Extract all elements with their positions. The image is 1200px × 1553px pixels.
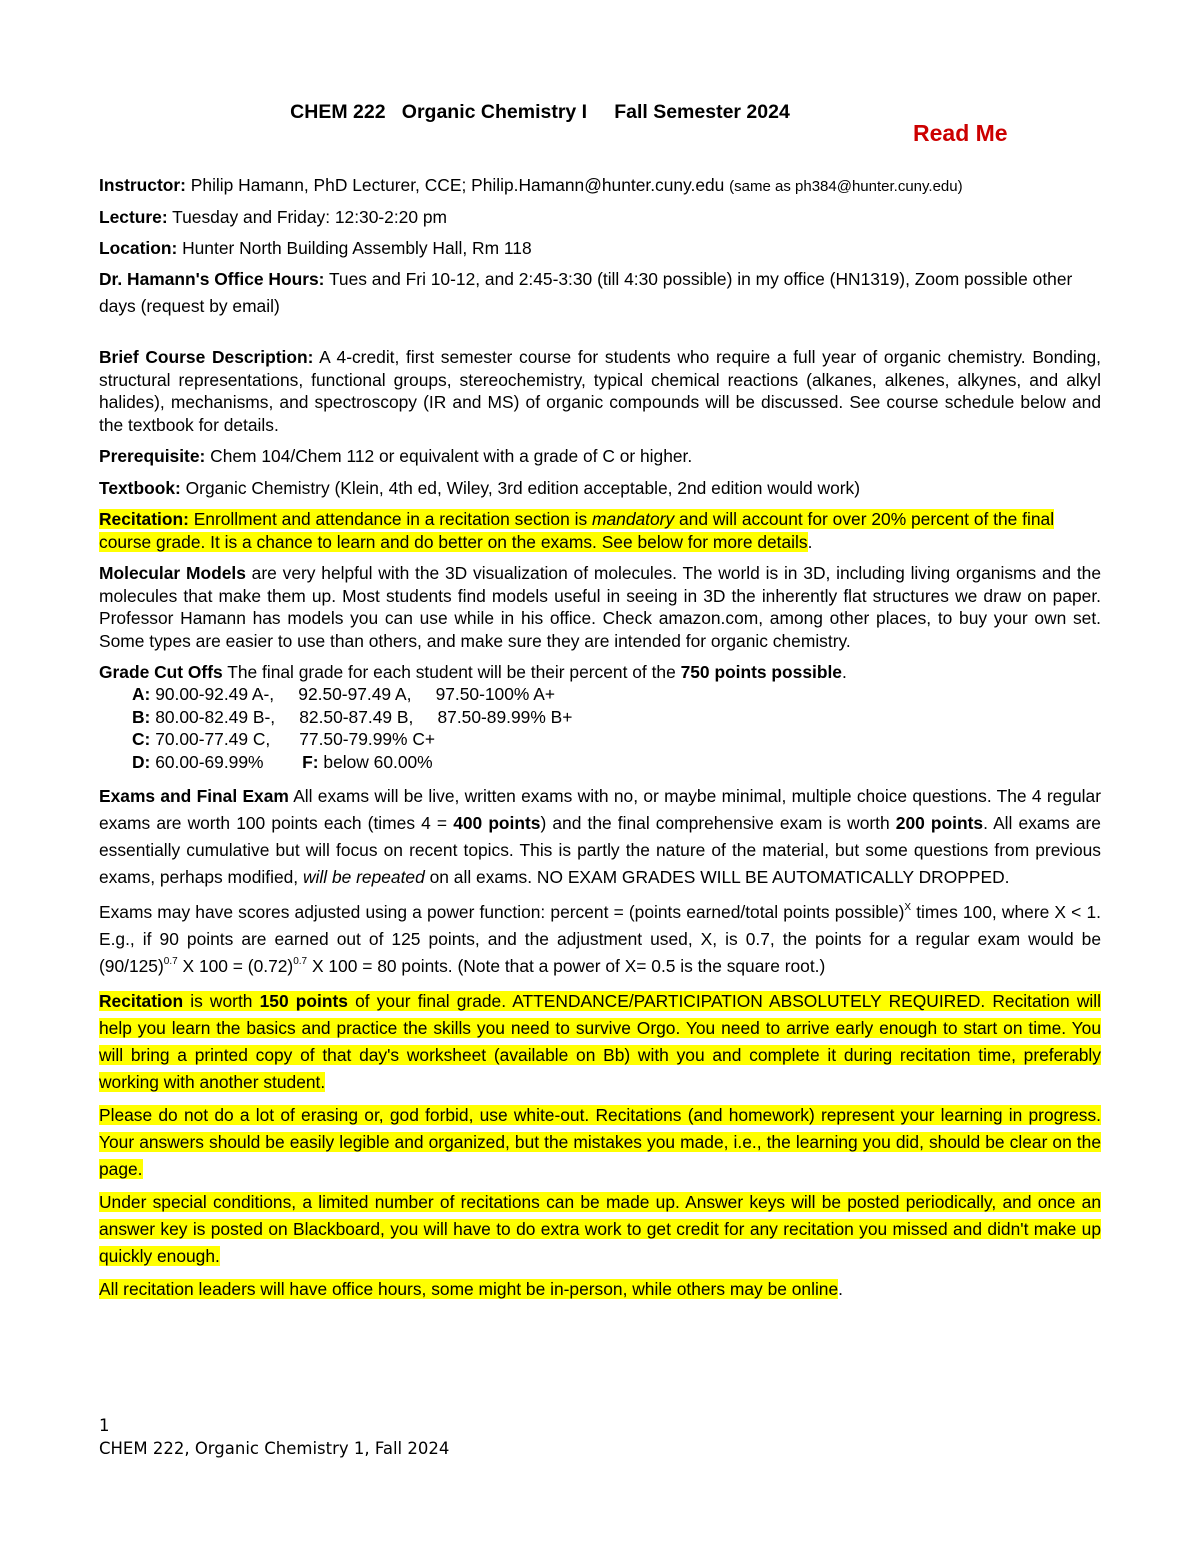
grade-range-b: 80.00-82.49 B-, 82.50-87.49 B, 87.50-89.99% B+ bbox=[150, 706, 573, 727]
exams-text-b: ) and the final comprehensive exam is worth bbox=[540, 813, 896, 833]
score-adjustment-paragraph bbox=[99, 899, 1101, 980]
adjust-text-d: X 100 = 80 points. (Note that a power of X= 0.5 is the square root.) bbox=[307, 956, 826, 976]
instructor-text: Philip Hamann, PhD Lecturer, CCE; Philip.Hamann@hunter.cuny.edu bbox=[185, 175, 730, 195]
makeup-text: Under special conditions, a limited number of recitations can be made up. Answer keys will be posted periodically, and once an answer key is posted on Blackboard, you will have to do extra work to get credit for any recitation you missed and didn't make up quickly enough. bbox=[99, 1192, 1101, 1266]
recitation-worth-text-b: of your final grade. ATTENDANCE/PARTICIPATION ABSOLUTELY REQUIRED. Recitation will help you learn the basics and practice the skills you need to survive Orgo. You need to arrive early enough to start on time. You will bring a printed copy of that day's worksheet (available on Bb) with you and complete it during recitation time, preferably working with another student. bbox=[99, 991, 1101, 1092]
instructor-email-note: (same as ph384@hunter.cuny.edu) bbox=[729, 178, 963, 195]
prerequisite-line bbox=[99, 445, 1101, 468]
grade-range-c: 70.00-77.49 C, 77.50-79.99% C+ bbox=[150, 729, 436, 749]
erasing-text: Please do not do a lot of erasing or, god forbid, use white-out. Recitations (and homework) represent your learning in progress. Your answers should be easily legible and organized, but the mistakes you made, i.e., the learning you did, should be clear on the page. bbox=[99, 1105, 1101, 1179]
leaders-period: . bbox=[838, 1279, 843, 1299]
grade-cutoffs-intro bbox=[99, 661, 1101, 683]
recitation-paragraph bbox=[99, 508, 1101, 553]
location-line bbox=[99, 235, 1101, 262]
office-hours-leaders-paragraph bbox=[99, 1276, 1101, 1303]
lecture-line bbox=[99, 204, 1101, 231]
grade-range-f: below 60.00% bbox=[318, 751, 433, 772]
recitation-worth-highlight bbox=[99, 991, 1101, 1092]
recitation-worth-label: Recitation bbox=[99, 991, 184, 1011]
course-description-text: A 4-credit, first semester course for students who require a full year of organic chemistry. Bonding, structural representations, functional groups, stereochemistry, typical chemical reactions (alkanes, alkenes, alkynes, and alkyl halides), mechanisms, and spectroscopy (IR and MS) of organic compounds will be discussed. See course schedule below and the textbook for details. bbox=[99, 347, 1101, 435]
leaders-text: All recitation leaders will have office hours, some might be in-person, while others may be online bbox=[99, 1279, 839, 1299]
read-me-heading: Read Me bbox=[913, 120, 1008, 146]
textbook-label: Textbook: bbox=[99, 477, 181, 498]
syllabus-body bbox=[99, 172, 1101, 1307]
recitation-mandatory: mandatory bbox=[591, 509, 675, 529]
adjust-text-a: Exams may have scores adjusted using a power function: percent = (points earned/total points possible) bbox=[99, 902, 905, 922]
exams-paragraph bbox=[99, 783, 1101, 891]
molecular-models-text: are very helpful with the 3D visualization of molecules. The world is in 3D, including living organisms and the molecules that make them up. Most students find models useful in seeing in 3D the inherently flat structures we draw on paper. Professor Hamann has models you can use while in his office. Check amazon.com, among other places, to buy your own set. Some types are easier to use than others, and make sure they are intended for organic chemistry. bbox=[99, 563, 1102, 651]
grade-row-d bbox=[99, 751, 1101, 774]
page-footer: CHEM 222, Organic Chemistry 1, Fall 2024 bbox=[99, 1439, 450, 1458]
office-hours-text: Tues and Fri 10-12, and 2:45-3:30 (till 4:30 possible) in my office (HN1319), Zoom possible other days (request by email) bbox=[99, 269, 1073, 316]
instructor-line bbox=[99, 172, 1101, 200]
grade-range-a: 90.00-92.49 A-, 92.50-97.49 A, 97.50-100% A+ bbox=[150, 684, 555, 704]
grade-cutoffs-period: . bbox=[841, 662, 847, 682]
recitation-worth-text-a: is worth bbox=[183, 991, 260, 1011]
grade-cutoffs-text: The final grade for each student will be their percent of the bbox=[222, 662, 681, 682]
exams-text-c: . All exams are essentially cumulative but will focus on recent topics. This is partly the nature of the material, but some questions from previous exams, perhaps modified, bbox=[99, 813, 1101, 887]
grade-row-c bbox=[99, 728, 1101, 751]
location-label: Location: bbox=[99, 238, 178, 258]
adjust-sup-x: X bbox=[904, 902, 912, 913]
recitation-highlight bbox=[99, 509, 1054, 552]
grade-row-a bbox=[99, 683, 1101, 706]
textbook-text: Organic Chemistry (Klein, 4th ed, Wiley, 3rd edition acceptable, 2nd edition would work) bbox=[180, 477, 861, 498]
exams-repeated: will be repeated bbox=[302, 867, 425, 887]
office-hours-label: Dr. Hamann's Office Hours: bbox=[99, 269, 325, 289]
molecular-models-label: Molecular Models bbox=[99, 563, 246, 583]
recitation-period: . bbox=[807, 531, 813, 552]
course-description-label: Brief Course Description: bbox=[99, 347, 314, 367]
document-title: CHEM 222 Organic Chemistry I Fall Semester 2024 bbox=[290, 101, 790, 123]
office-hours-line bbox=[99, 266, 1101, 320]
grade-cutoffs-points: 750 points possible bbox=[680, 662, 842, 682]
adjust-sup-b: 0.7 bbox=[293, 956, 308, 967]
recitation-text-a: Enrollment and attendance in a recitation section is bbox=[188, 509, 592, 529]
grade-letter-f: F: bbox=[302, 751, 319, 772]
recitation-worth-paragraph bbox=[99, 988, 1101, 1096]
grade-range-d: 60.00-69.99% bbox=[150, 751, 303, 772]
exams-label: Exams and Final Exam bbox=[99, 786, 289, 806]
page-number: 1 bbox=[99, 1416, 110, 1435]
adjust-text-b: times 100, where X < 1. E.g., if 90 points are earned out of 125 points, and the adjustment used, X, is 0.7, the points for a regular exam would be (90/125) bbox=[99, 902, 1101, 976]
prerequisite-text: Chem 104/Chem 112 or equivalent with a grade of C or higher. bbox=[205, 446, 693, 466]
lecture-label: Lecture: bbox=[99, 207, 168, 227]
exams-points-a: 400 points bbox=[453, 813, 541, 833]
molecular-models-paragraph bbox=[99, 562, 1101, 652]
exams-text-d: on all exams. NO EXAM GRADES WILL BE AUTOMATICALLY DROPPED. bbox=[424, 867, 1010, 887]
recitation-text-b: and will account for over 20% percent of the final course grade. It is a chance to learn and do better on the exams. See below for more details bbox=[99, 509, 1055, 552]
textbook-line bbox=[99, 477, 1101, 500]
adjust-text-c: X 100 = (0.72) bbox=[177, 956, 294, 976]
exams-points-b: 200 points bbox=[895, 813, 984, 833]
prerequisite-label: Prerequisite: bbox=[99, 446, 206, 466]
grade-letter-c: C: bbox=[132, 729, 151, 749]
grade-row-b bbox=[99, 706, 1101, 729]
course-description bbox=[99, 346, 1101, 436]
recitation-worth-points: 150 points bbox=[259, 991, 348, 1011]
recitation-label: Recitation: bbox=[99, 509, 189, 529]
exams-text-a: All exams will be live, written exams with no, or maybe minimal, multiple choice questions. The 4 regular exams are worth 100 points each (times 4 = bbox=[99, 786, 1101, 833]
location-text: Hunter North Building Assembly Hall, Rm 118 bbox=[177, 238, 532, 258]
grade-letter-b: B: bbox=[132, 706, 151, 727]
grade-cutoffs-label: Grade Cut Offs bbox=[99, 662, 223, 682]
grade-letter-d: D: bbox=[132, 751, 151, 772]
grade-letter-a: A: bbox=[132, 684, 151, 704]
adjust-sup-a: 0.7 bbox=[163, 956, 178, 967]
erasing-paragraph bbox=[99, 1102, 1101, 1183]
makeup-paragraph bbox=[99, 1189, 1101, 1270]
lecture-text: Tuesday and Friday: 12:30-2:20 pm bbox=[167, 207, 448, 227]
instructor-label: Instructor: bbox=[99, 175, 186, 195]
